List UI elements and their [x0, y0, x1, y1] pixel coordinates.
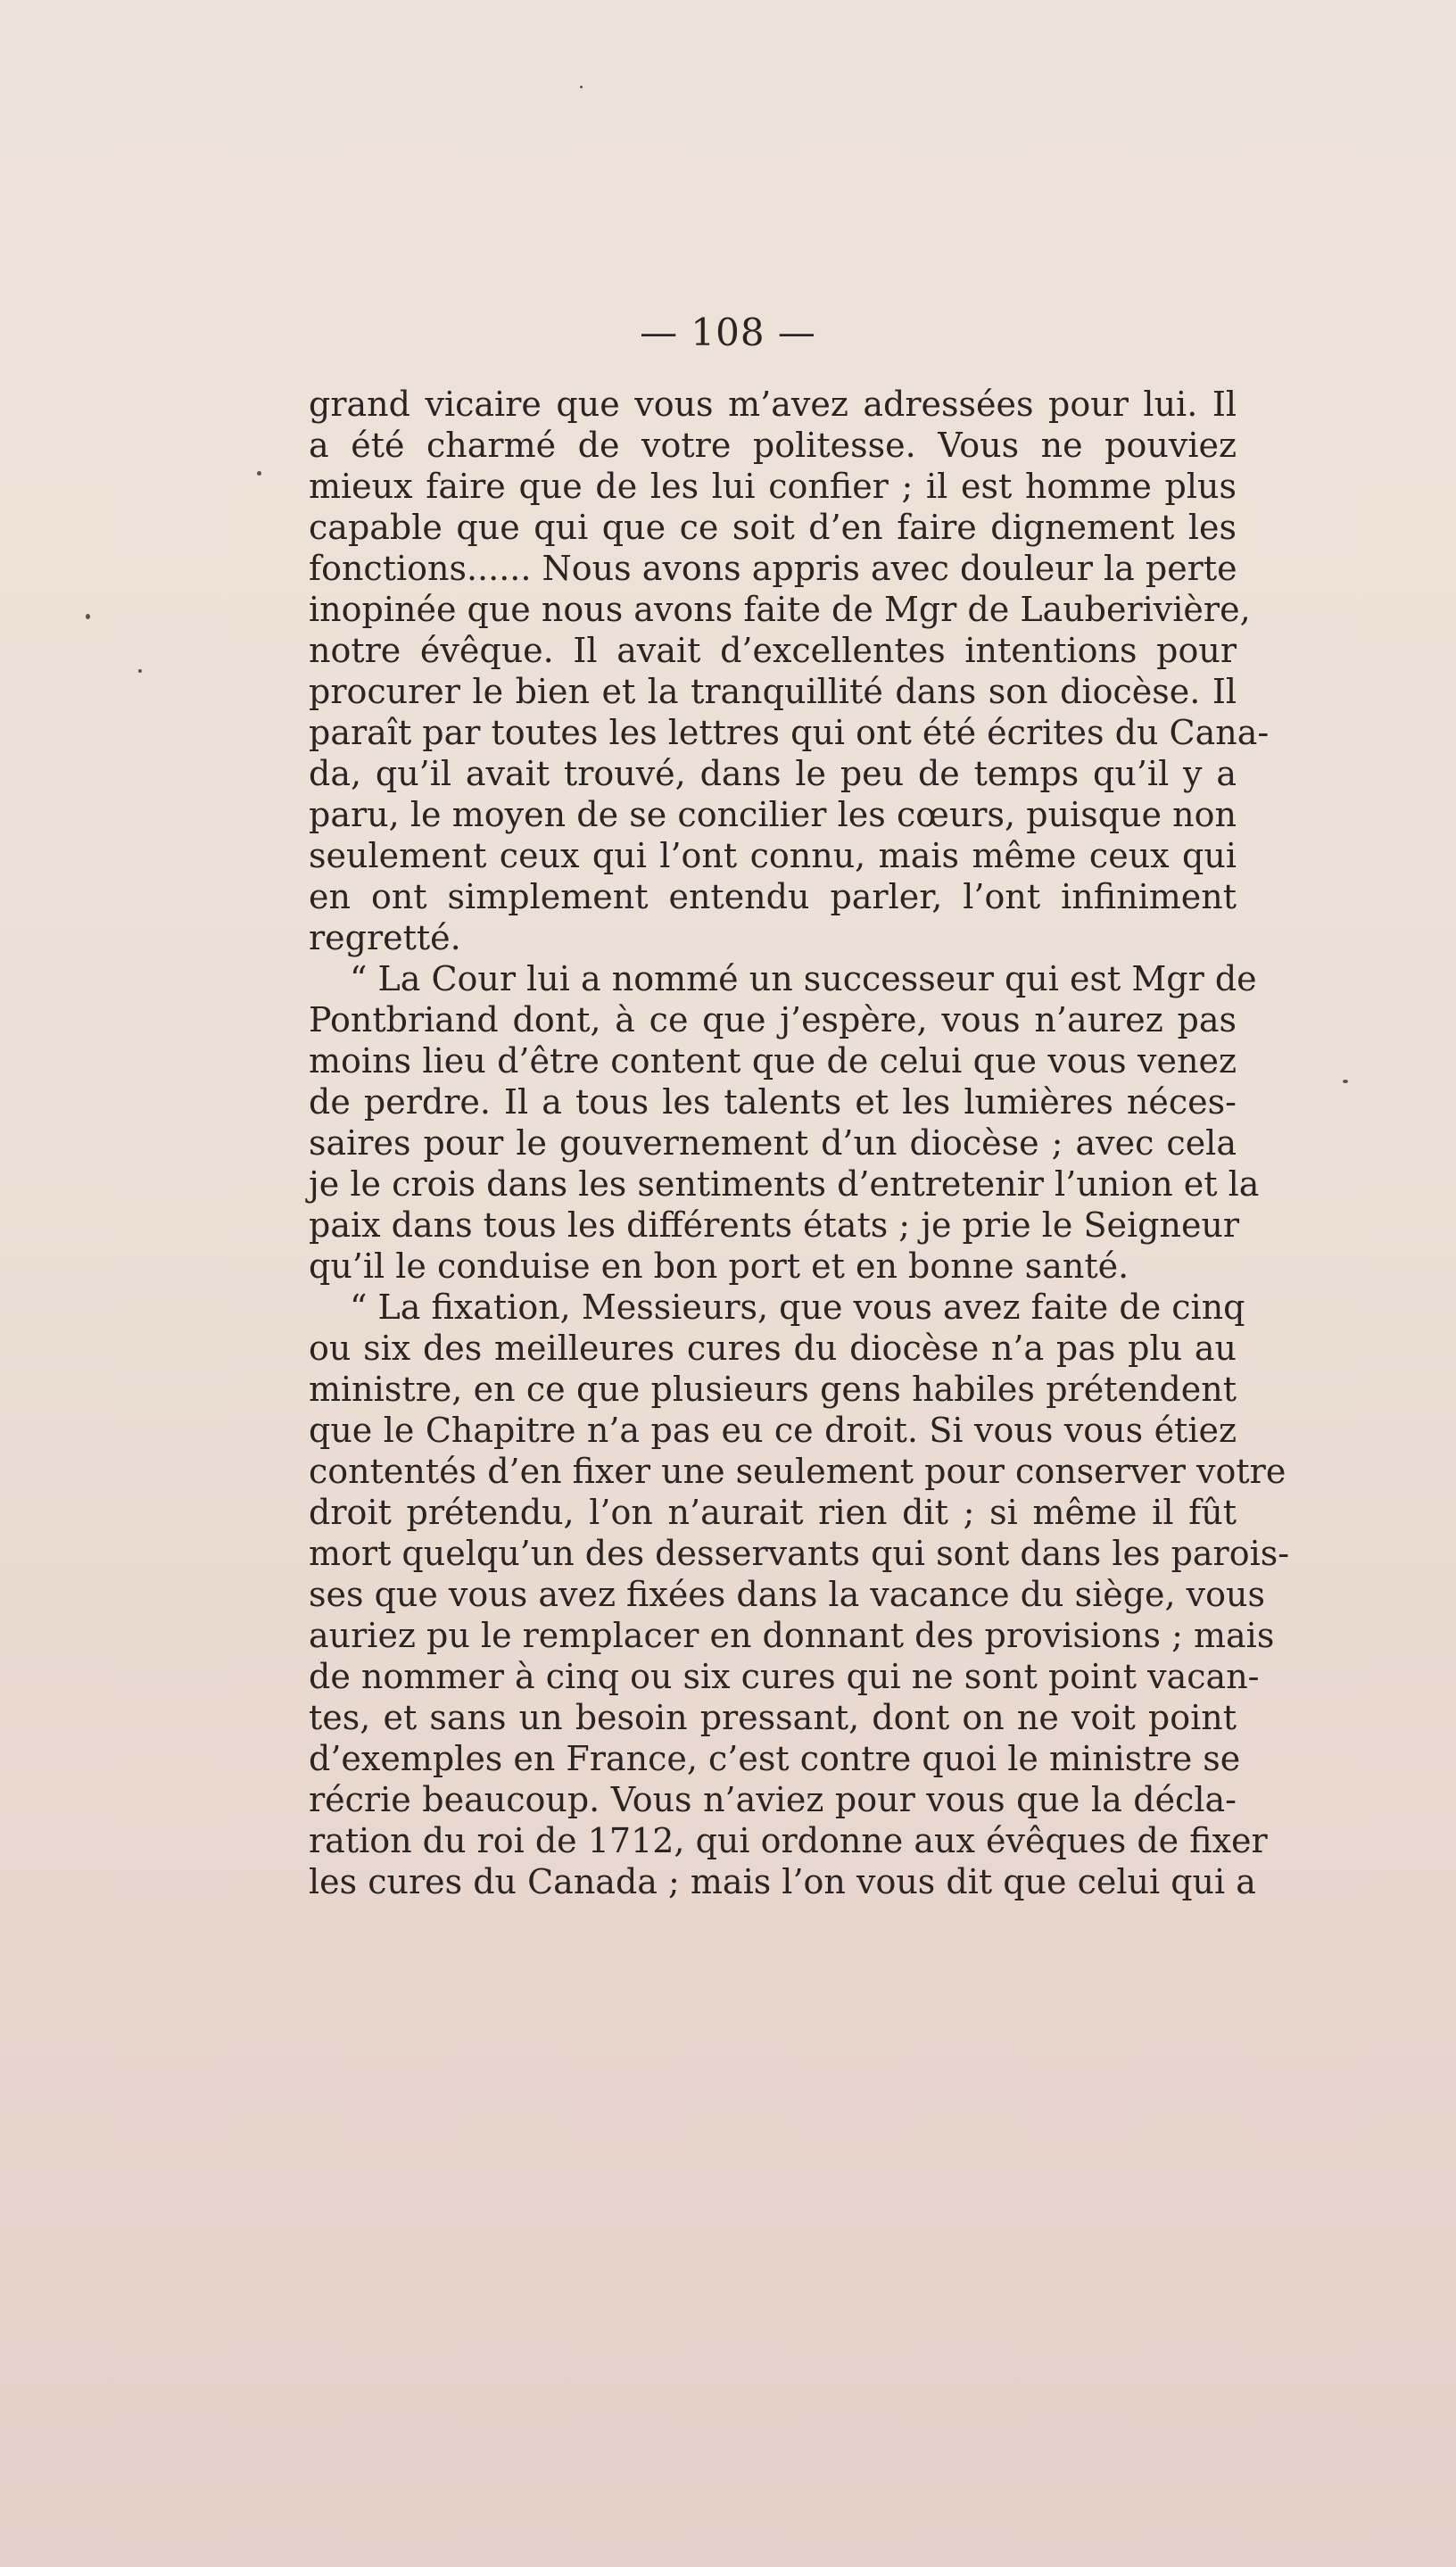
paper-speck [138, 669, 142, 673]
body-text [309, 384, 1290, 1902]
text-line: ses que vous avez fixées dans la vacance du siège, vous [309, 1575, 1265, 1614]
page-number: — 108 — [640, 311, 816, 354]
text-line: récrie beaucoup. Vous n’aviez pour vous que la décla- [309, 1780, 1237, 1819]
text-line: droit prétendu, l’on n’aurait rien dit ; si même il fût [309, 1493, 1237, 1532]
text-line: ration du roi de 1712, qui ordonne aux évêques de fixer [309, 1821, 1268, 1860]
text-line: contentés d’en fixer une seulement pour conserver votre [309, 1452, 1286, 1491]
text-line: qu’il le conduise en bon port et en bonne santé. [309, 1246, 1129, 1286]
paper-speck [1343, 1080, 1348, 1083]
text-line: paru, le moyen de se concilier les cœurs, puisque non [309, 795, 1237, 834]
text-line: regretté. [309, 918, 461, 957]
text-line: de perdre. Il a tous les talents et les lumières néces- [309, 1082, 1237, 1122]
text-line: auriez pu le remplacer en donnant des provisions ; mais [309, 1616, 1275, 1655]
text-line: d’exemples en France, c’est contre quoi le ministre se [309, 1739, 1241, 1778]
text-line: que le Chapitre n’a pas eu ce droit. Si vous vous étiez [309, 1411, 1237, 1450]
paper-speck [86, 614, 90, 619]
text-line: je le crois dans les sentiments d’entretenir l’union et la [309, 1164, 1260, 1204]
text-line: moins lieu d’être content que de celui que vous venez [309, 1041, 1237, 1081]
text-line: procurer le bien et la tranquillité dans son diocèse. Il [309, 672, 1237, 711]
text-line: de nommer à cinq ou six cures qui ne sont point vacan- [309, 1657, 1260, 1696]
text-line: ou six des meilleures cures du diocèse n’a pas plu au [309, 1329, 1237, 1368]
text-line: en ont simplement entendu parler, l’ont infiniment [309, 877, 1237, 916]
text-line: “ La Cour lui a nommé un successeur qui est Mgr de [350, 959, 1257, 998]
text-line: paraît par toutes les lettres qui ont été écrites du Cana- [309, 713, 1270, 752]
text-line: fonctions...... Nous avons appris avec douleur la perte [309, 549, 1237, 588]
text-line: les cures du Canada ; mais l’on vous dit que celui qui a [309, 1862, 1256, 1901]
text-line: seulement ceux qui l’ont connu, mais même ceux qui [309, 836, 1237, 875]
text-line: mieux faire que de les lui confier ; il est homme plus [309, 467, 1237, 506]
text-line: mort quelqu’un des desservants qui sont dans les parois- [309, 1534, 1290, 1573]
text-line: capable que qui que ce soit d’en faire dignement les [309, 508, 1237, 547]
text-line: grand vicaire que vous m’avez adressées pour lui. Il [309, 385, 1237, 424]
text-line: da, qu’il avait trouvé, dans le peu de temps qu’il y a [309, 754, 1237, 793]
paper-speck [580, 86, 583, 88]
text-line: paix dans tous les différents états ; je prie le Seigneur [309, 1205, 1240, 1245]
text-line: saires pour le gouvernement d’un diocèse ; avec cela [309, 1123, 1237, 1163]
paper-speck [257, 471, 261, 476]
text-line: ministre, en ce que plusieurs gens habiles prétendent [309, 1370, 1237, 1409]
text-line: “ La fixation, Messieurs, que vous avez faite de cinq [350, 1288, 1245, 1327]
text-line: tes, et sans un besoin pressant, dont on ne voit point [309, 1698, 1237, 1737]
text-line: Pontbriand dont, à ce que j’espère, vous n’aurez pas [309, 1000, 1237, 1039]
text-line: a été charmé de votre politesse. Vous ne pouviez [309, 426, 1237, 465]
text-line: inopinée que nous avons faite de Mgr de Lauberivière, [309, 590, 1251, 629]
text-line: notre évêque. Il avait d’excellentes intentions pour [309, 631, 1237, 670]
